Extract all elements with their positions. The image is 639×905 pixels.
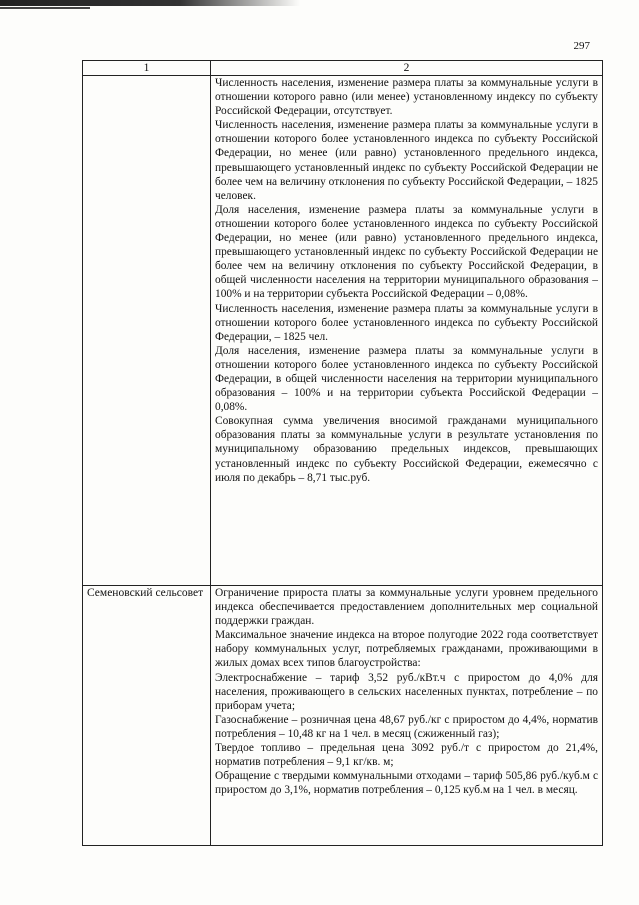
description-cell [211, 76, 603, 586]
paragraph: Электроснабжение – тариф 3,52 руб./кВт.ч с приростом до 4,0% для населения, проживающего в сельских населенных пунктах, потребление – по приборам учета; [215, 671, 598, 712]
paragraph: Максимальное значение индекса на второе полугодие 2022 года соответствует набору коммунальных услуг, потребляемых гражданами, проживающими в жилых домах всех типов благоустройства: [215, 629, 598, 670]
paragraph: Газоснабжение – розничная цена 48,67 руб./кг с приростом до 4,4%, норматив потребления – 10,48 кг на 1 чел. в месяц (сжиженный газ); [215, 713, 598, 740]
scan-edge-mark-secondary [0, 7, 90, 9]
paragraph: Ограничение прироста платы за коммунальные услуги уровнем предельного индекса обеспечивается предоставлением дополнительных мер социальной поддержки граждан. [215, 587, 598, 628]
municipality-cell: Семеновский сельсовет [83, 586, 211, 846]
paragraph: Обращение с твердыми коммунальными отходами – тариф 505,86 руб./куб.м с приростом до 3,1%, норматив потребления – 0,125 куб.м на 1 чел. в месяц. [215, 770, 598, 797]
table-header-row [83, 61, 603, 76]
municipality-cell [83, 76, 211, 586]
paragraph: Численность населения, изменение размера платы за коммунальные услуги в отношении которого равно (или менее) установленному индексу по субъекту Российской Федерации, отсутствует. [215, 77, 598, 118]
paragraph: Доля населения, изменение размера платы за коммунальные услуги в отношении которого более установленного индекса по субъекту Российской Федерации, но менее (или равно) установленного предельного индекса, превышающего установленный индекс по субъекту Российской Федерации не более чем на величину отклонения по субъекту Российской Федерации, в общей численности населения на территории муниципального образования – 100% и на территории субъекта Российской Федерации – 0,08%. [215, 203, 598, 301]
column-header-2: 2 [211, 61, 603, 76]
paragraph: Доля населения, изменение размера платы за коммунальные услуги в отношении которого более установленного индекса по субъекту Российской Федерации, в общей численности населения на территории муниципального образования – 100% и на территории субъекта Российской Федерации – 0,08%. [215, 344, 598, 414]
paragraph: Твердое топливо – предельная цена 3092 руб./т с приростом до 21,4%, норматив потребления – 9,1 кг/кв. м; [215, 742, 598, 769]
paragraph: Совокупная сумма увеличения вносимой гражданами муниципального образования платы за коммунальные услуги в результате установления по муниципальному образованию предельных индексов, превышающих установленный индекс по субъекту Российской Федерации, ежемесячно с июля по декабрь – 8,71 тыс.руб. [215, 415, 598, 484]
paragraph: Численность населения, изменение размера платы за коммунальные услуги в отношении которого более установленного индекса по субъекту Российской Федерации, но менее (или равно) установленного предельного индекса, превышающего установленный индекс по субъекту Российской Федерации не более чем на величину отклонения по субъекту Российской Федерации, – 1825 человек. [215, 119, 598, 202]
document-table [82, 60, 603, 846]
table-row [83, 586, 603, 846]
scan-edge-mark [0, 0, 300, 6]
page-number: 297 [573, 40, 590, 52]
paragraph: Численность населения, изменение размера платы за коммунальные услуги в отношении которого более установленного индекса по субъекту Российской Федерации, – 1825 чел. [215, 302, 598, 343]
table-row [83, 76, 603, 586]
column-header-1: 1 [83, 61, 211, 76]
description-cell [211, 586, 603, 846]
